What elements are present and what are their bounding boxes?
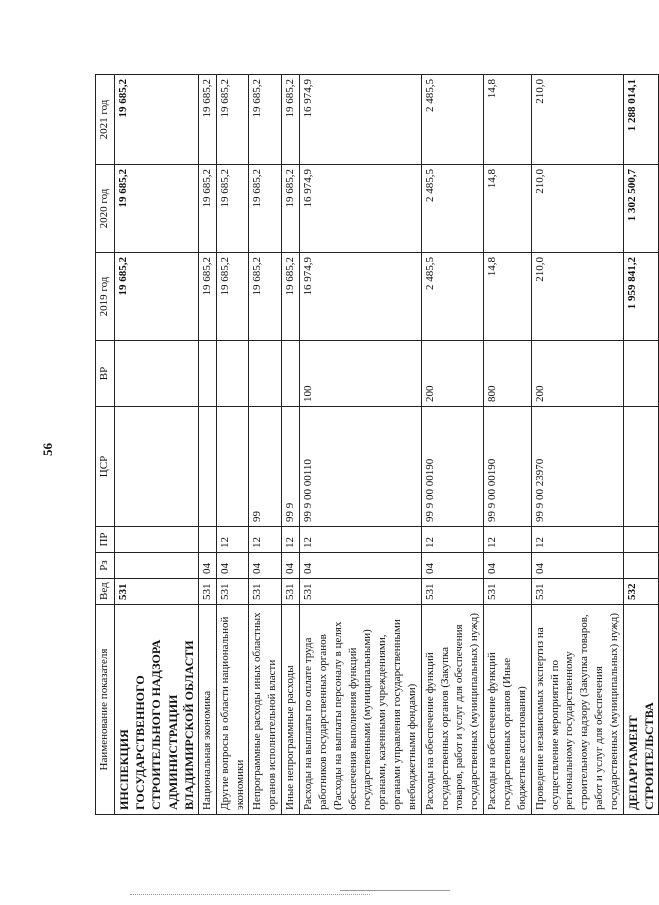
row-name: Непрограммные расходы иных областных органов исполнительной власти	[249, 605, 282, 815]
table-row	[484, 75, 532, 815]
row-vr	[115, 341, 199, 407]
row-2020: 19 685,2	[249, 165, 282, 253]
row-2021: 16 974,9	[300, 75, 422, 165]
table-row	[198, 75, 216, 815]
row-2019: 19 685,2	[198, 253, 216, 341]
row-2021: 19 685,2	[249, 75, 282, 165]
row-2020: 19 685,2	[282, 165, 300, 253]
row-2019: 19 685,2	[282, 253, 300, 341]
row-ved: 531	[198, 579, 216, 605]
row-vr	[249, 341, 282, 407]
scan-edge-line	[340, 890, 450, 891]
row-ved: 531	[484, 579, 532, 605]
row-name: ИНСПЕКЦИЯ ГОСУДАРСТВЕННОГО СТРОИТЕЛЬНОГО НАДЗОРА АДМИНИСТРАЦИИ ВЛАДИМИРСКОЙ ОБЛАСТИ	[115, 605, 199, 815]
table-row	[300, 75, 422, 815]
row-rz: 04	[216, 553, 249, 579]
row-pr	[623, 527, 658, 553]
row-2021: 210,0	[531, 75, 623, 165]
row-pr: 12	[421, 527, 483, 553]
row-rz: 04	[249, 553, 282, 579]
row-2020: 2 485,5	[421, 165, 483, 253]
row-rz: 04	[531, 553, 623, 579]
row-name: Другие вопросы в области национальной экономики	[216, 605, 249, 815]
row-name: Расходы на обеспечение функций государственных органов (Иные бюджетные ассигнования)	[484, 605, 532, 815]
table-row	[421, 75, 483, 815]
row-rz	[623, 553, 658, 579]
row-rz: 04	[300, 553, 422, 579]
header-name: Наименование показателя	[96, 605, 115, 815]
row-rz: 04	[421, 553, 483, 579]
row-name: Национальная экономика	[198, 605, 216, 815]
table-header-row	[96, 75, 115, 815]
row-csr	[216, 407, 249, 527]
row-2019: 14,8	[484, 253, 532, 341]
row-rz: 04	[198, 553, 216, 579]
header-2019: 2019 год	[96, 253, 115, 341]
row-vr: 800	[484, 341, 532, 407]
row-2020: 19 685,2	[198, 165, 216, 253]
row-pr: 12	[484, 527, 532, 553]
row-vr	[216, 341, 249, 407]
row-2020: 210,0	[531, 165, 623, 253]
row-ved: 531	[421, 579, 483, 605]
header-2020: 2020 год	[96, 165, 115, 253]
row-2021: 14,8	[484, 75, 532, 165]
row-2021: 19 685,2	[198, 75, 216, 165]
row-ved: 531	[249, 579, 282, 605]
row-rz	[115, 553, 199, 579]
table-row	[115, 75, 199, 815]
row-name: ДЕПАРТАМЕНТ СТРОИТЕЛЬСТВА	[623, 605, 658, 815]
header-2021: 2021 год	[96, 75, 115, 165]
row-vr: 100	[300, 341, 422, 407]
row-2019: 210,0	[531, 253, 623, 341]
row-2019: 19 685,2	[249, 253, 282, 341]
row-name: Иные непрограммные расходы	[282, 605, 300, 815]
row-csr: 99 9 00 00190	[421, 407, 483, 527]
row-name: Проведение независимых экспертиз на осуществление мероприятий по региональному государственному строительному надзору (Закупка товаров, работ и услуг для обеспечения государственных (муниципальных) нужд)	[531, 605, 623, 815]
header-rz: Рз	[96, 553, 115, 579]
row-ved: 531	[300, 579, 422, 605]
row-pr: 12	[216, 527, 249, 553]
row-pr: 12	[249, 527, 282, 553]
header-pr: ПР	[96, 527, 115, 553]
row-2021: 2 485,5	[421, 75, 483, 165]
table-row	[623, 75, 658, 815]
row-2019: 19 685,2	[216, 253, 249, 341]
row-csr: 99 9 00 00190	[484, 407, 532, 527]
header-csr: ЦСР	[96, 407, 115, 527]
row-ved: 531	[216, 579, 249, 605]
header-vr: ВР	[96, 341, 115, 407]
header-ved: Вед	[96, 579, 115, 605]
table-row	[531, 75, 623, 815]
row-csr: 99 9 00 00110	[300, 407, 422, 527]
row-pr: 12	[282, 527, 300, 553]
row-vr: 200	[531, 341, 623, 407]
row-vr	[282, 341, 300, 407]
page-number: 56	[40, 443, 55, 456]
row-name: Расходы на обеспечение функций государственных органов (Закупка товаров, работ и услуг для обеспечения государственных (муниципальных) нужд)	[421, 605, 483, 815]
row-csr: 99	[249, 407, 282, 527]
row-rz: 04	[484, 553, 532, 579]
row-pr: 12	[531, 527, 623, 553]
row-2019: 19 685,2	[115, 253, 199, 341]
row-pr	[198, 527, 216, 553]
row-2021: 19 685,2	[115, 75, 199, 165]
row-2019: 2 485,5	[421, 253, 483, 341]
row-2020: 16 974,9	[300, 165, 422, 253]
row-ved: 532	[623, 579, 658, 605]
row-2019: 1 959 841,2	[623, 253, 658, 341]
row-2021: 19 685,2	[282, 75, 300, 165]
row-2020: 19 685,2	[115, 165, 199, 253]
row-2020: 1 302 500,7	[623, 165, 658, 253]
row-ved: 531	[531, 579, 623, 605]
row-csr: 99 9 00 23970	[531, 407, 623, 527]
row-2020: 19 685,2	[216, 165, 249, 253]
budget-table-container	[95, 75, 656, 815]
row-vr	[623, 341, 658, 407]
table-row	[282, 75, 300, 815]
row-2019: 16 974,9	[300, 253, 422, 341]
budget-table	[95, 74, 659, 815]
row-ved: 531	[115, 579, 199, 605]
scan-edge-artifact	[130, 894, 370, 899]
row-ved: 531	[282, 579, 300, 605]
row-2021: 19 685,2	[216, 75, 249, 165]
row-csr	[623, 407, 658, 527]
table-row	[216, 75, 249, 815]
row-rz: 04	[282, 553, 300, 579]
row-csr	[198, 407, 216, 527]
row-name: Расходы на выплаты по оплате труда работников государственных органов (Расходы на выплаты персоналу в целях обеспечения выполнения функций государственными (муниципальными) органами, казенными учреждениями, органами управления государственными внебюджетными фондами)	[300, 605, 422, 815]
table-row	[249, 75, 282, 815]
row-pr: 12	[300, 527, 422, 553]
row-2021: 1 288 014,1	[623, 75, 658, 165]
row-csr	[115, 407, 199, 527]
row-csr: 99 9	[282, 407, 300, 527]
row-vr: 200	[421, 341, 483, 407]
row-2020: 14,8	[484, 165, 532, 253]
row-pr	[115, 527, 199, 553]
row-vr	[198, 341, 216, 407]
